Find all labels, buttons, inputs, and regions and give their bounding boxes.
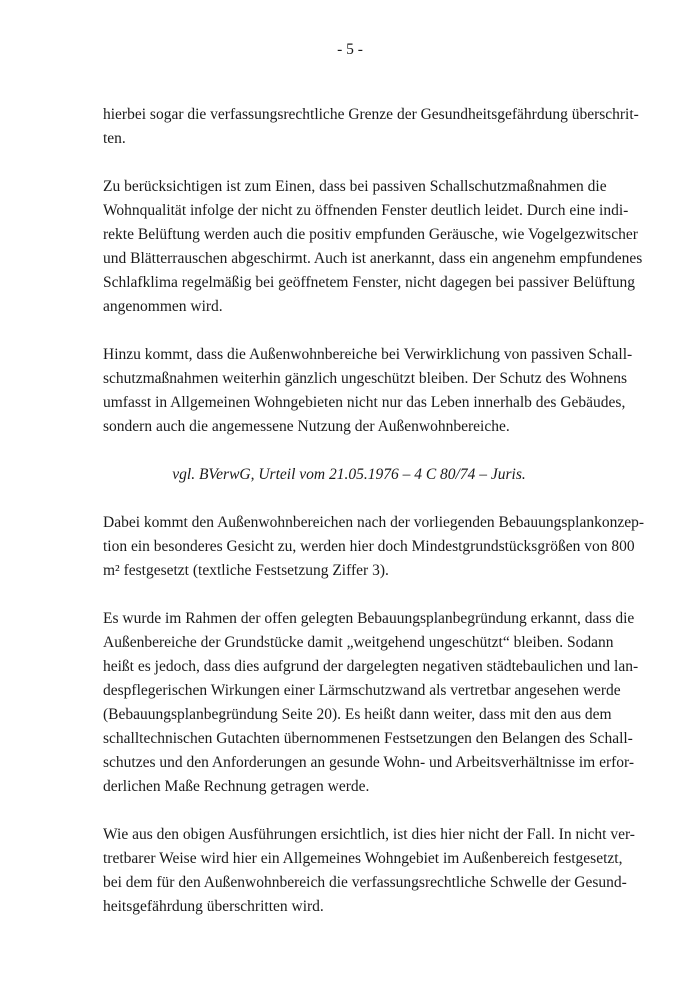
- text-line: tretbarer Weise wird hier ein Allgemeines Wohngebiet im Außenbereich festgesetzt,: [103, 850, 623, 867]
- text-line: sondern auch die angemessene Nutzung der Außenwohnbereiche.: [103, 418, 510, 435]
- paragraph-2: [103, 175, 643, 319]
- paragraph-4: [103, 511, 645, 583]
- text-line: und Blätterrauschen abgeschirmt. Auch ist anerkannt, dass ein angenehm empfundenes: [103, 250, 643, 267]
- text-line: tion ein besonderes Gesicht zu, werden hier doch Mindestgrundstücksgrößen von 800: [103, 538, 635, 555]
- paragraph-1: [103, 103, 639, 151]
- text-line: despflegerischen Wirkungen einer Lärmschutzwand als vertretbar angesehen werde: [103, 682, 621, 699]
- text-line: Wie aus den obigen Ausführungen ersichtlich, ist dies hier nicht der Fall. In nicht ver-: [103, 826, 635, 843]
- text-line: Schlafklima regelmäßig bei geöffnetem Fenster, nicht dagegen bei passiver Belüftung: [103, 274, 635, 291]
- text-line: m² festgesetzt (textliche Festsetzung Ziffer 3).: [103, 562, 389, 579]
- text-line: schutzmaßnahmen weiterhin gänzlich ungeschützt bleiben. Der Schutz des Wohnens: [103, 370, 628, 387]
- paragraph-6: [103, 823, 635, 919]
- paragraph-5: [103, 607, 639, 799]
- document-body: [103, 103, 645, 943]
- text-line: bei dem für den Außenwohnbereich die verfassungsrechtliche Schwelle der Gesund-: [103, 874, 627, 891]
- text-line: heitsgefährdung überschritten wird.: [103, 898, 324, 915]
- text-line: Es wurde im Rahmen der offen gelegten Bebauungsplanbegründung erkannt, dass die: [103, 610, 635, 627]
- text-line: derlichen Maße Rechnung getragen werde.: [103, 778, 370, 795]
- text-line: Zu berücksichtigen ist zum Einen, dass bei passiven Schallschutzmaßnahmen die: [103, 178, 607, 195]
- text-line: Wohnqualität infolge der nicht zu öffnenden Fenster deutlich leidet. Durch eine indi-: [103, 202, 629, 219]
- page-number: - 5 -: [337, 41, 363, 58]
- text-line: angenommen wird.: [103, 298, 223, 315]
- text-line: hierbei sogar die verfassungsrechtliche Grenze der Gesundheitsgefährdung überschrit-: [103, 106, 639, 123]
- text-line: Hinzu kommt, dass die Außenwohnbereiche bei Verwirklichung von passiven Schall-: [103, 346, 633, 363]
- text-line: rekte Belüftung werden auch die positiv empfunden Geräusche, wie Vogelgezwitscher: [103, 226, 638, 243]
- text-line: Dabei kommt den Außenwohnbereichen nach der vorliegenden Bebauungsplankonzep-: [103, 514, 645, 531]
- text-line: (Bebauungsplanbegründung Seite 20). Es heißt dann weiter, dass mit den aus dem: [103, 706, 612, 723]
- text-line: heißt es jedoch, dass dies aufgrund der dargelegten negativen städtebaulichen und lan-: [103, 658, 639, 675]
- text-line: Außenbereiche der Grundstücke damit „weitgehend ungeschützt“ bleiben. Sodann: [103, 634, 614, 651]
- text-line: ten.: [103, 130, 126, 147]
- paragraph-3: [103, 343, 633, 439]
- text-line: schutzes und den Anforderungen an gesunde Wohn- und Arbeitsverhältnisse im erfor-: [103, 754, 635, 771]
- text-line: umfasst in Allgemeinen Wohngebieten nicht nur das Leben innerhalb des Gebäudes,: [103, 394, 626, 411]
- case-law-citation: vgl. BVerwG, Urteil vom 21.05.1976 – 4 C 80/74 – Juris.: [172, 466, 526, 483]
- text-line: schalltechnischen Gutachten übernommenen Festsetzungen den Belangen des Schall-: [103, 730, 633, 747]
